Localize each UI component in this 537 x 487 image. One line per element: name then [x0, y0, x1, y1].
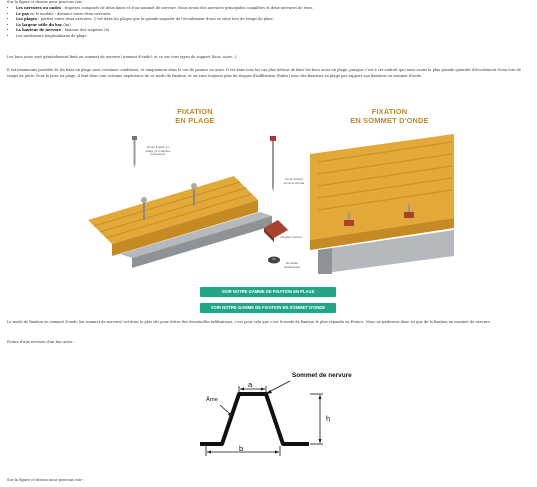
right-deck [310, 134, 454, 274]
label-ame: Âme [206, 397, 218, 403]
caption-rondelle: Rondelle d'étanchéité [283, 261, 301, 269]
caption-vis-plage: Vis de fixation en plage, (2 rondelles incrustées) [145, 145, 171, 157]
label-a: a [248, 380, 253, 389]
middle-parts [264, 136, 288, 264]
paragraph-mode-fixation: Le mode de fixation en sommet d'onde (ou sommet de nervure) est donc le plus sûr pour éviter des éventuelles infiltrations, c'est pour cela que c'est le mode de fixation le plus répandu en France. Nous ne parlerons donc ici que de la fixation en sommet de nervure. [7, 320, 491, 324]
left-deck [88, 136, 272, 268]
paragraph-fixation-plage: Il est néanmoins possible de les fixer en plage sous certaines conditions, et uniquement dans le cas de pannes en acier. Il est dans tous les cas plus délicat de fixer les bacs acier en plage, puisque c'est à cet endroit que nous avons la plus grande quantité d'écoulement d'eau lors de temps de pluie. Pour la pose en plage, il faut donc une certaine expérience de ce mode de fixation, et on aura toujours plus de risques d'infiltration (fuites) avec des fixations en plage par rapport aux fixations en sommet d'onde. [7, 68, 521, 78]
paragraph-fixation-sommet: Les bacs acier sont généralement fixés en sommet de nervure (sommet d'onde), et ce sur tous types de support (bois, acier...). [7, 55, 238, 59]
label-sommet-nervure: Sommet de nervure [292, 372, 352, 379]
gamme-sommet-button[interactable]: VOIR NOTRE GAMME DE FIXATION EN SOMMET D'ONDE [200, 303, 336, 313]
label-h: h [326, 414, 331, 423]
list-item: • Le pas ou le module : distance entre deux nervures [16, 12, 313, 18]
caption-vis-sommet: Vis de fixation sommet d'onde [283, 177, 305, 185]
outro-text: Sur la figure ci-dessus nous pouvons voir : [7, 478, 85, 482]
gamme-plage-button[interactable]: VOIR NOTRE GAMME DE FIXATION EN PLAGE [200, 287, 336, 297]
list-item: • Les nervures ou ondes : trapèzes composés de deux âmes et d'un sommet de nervure. Nous avons des nervures principales complètes et deux nervures de rives [16, 6, 313, 12]
caption-cavalier: Cavalier perforé [280, 235, 302, 239]
label-b: b [239, 444, 244, 453]
right-figure-title: FIXATION EN SOMMET D'ONDE [350, 107, 429, 125]
left-figure-title: FIXATION EN PLAGE [175, 107, 215, 125]
fixation-illustration [82, 108, 457, 276]
screw-sample-left [132, 136, 137, 168]
roof-drawing [82, 108, 457, 276]
paragraph-forme-nervure: Forme d'une nervure d'un bac acier : [7, 340, 75, 344]
intro-text: Sur la figure ci-dessus nous pouvons voir : [7, 0, 85, 4]
list-item: • Les raidisseurs longitudinaux de plage [16, 34, 313, 40]
list-item: • La largeur utile du bac (lm) [16, 23, 313, 29]
list-item: • La hauteur de nervure : hauteur des trapèzes (h) [16, 28, 313, 34]
nervure-profile-diagram [150, 360, 370, 460]
definition-list [7, 6, 313, 40]
list-item: • Les plages : parties entre deux nervures. C'est dans les plages que la grande majorité de l'écoulement d'eau se situe lors du temps de pluie. [16, 17, 313, 23]
